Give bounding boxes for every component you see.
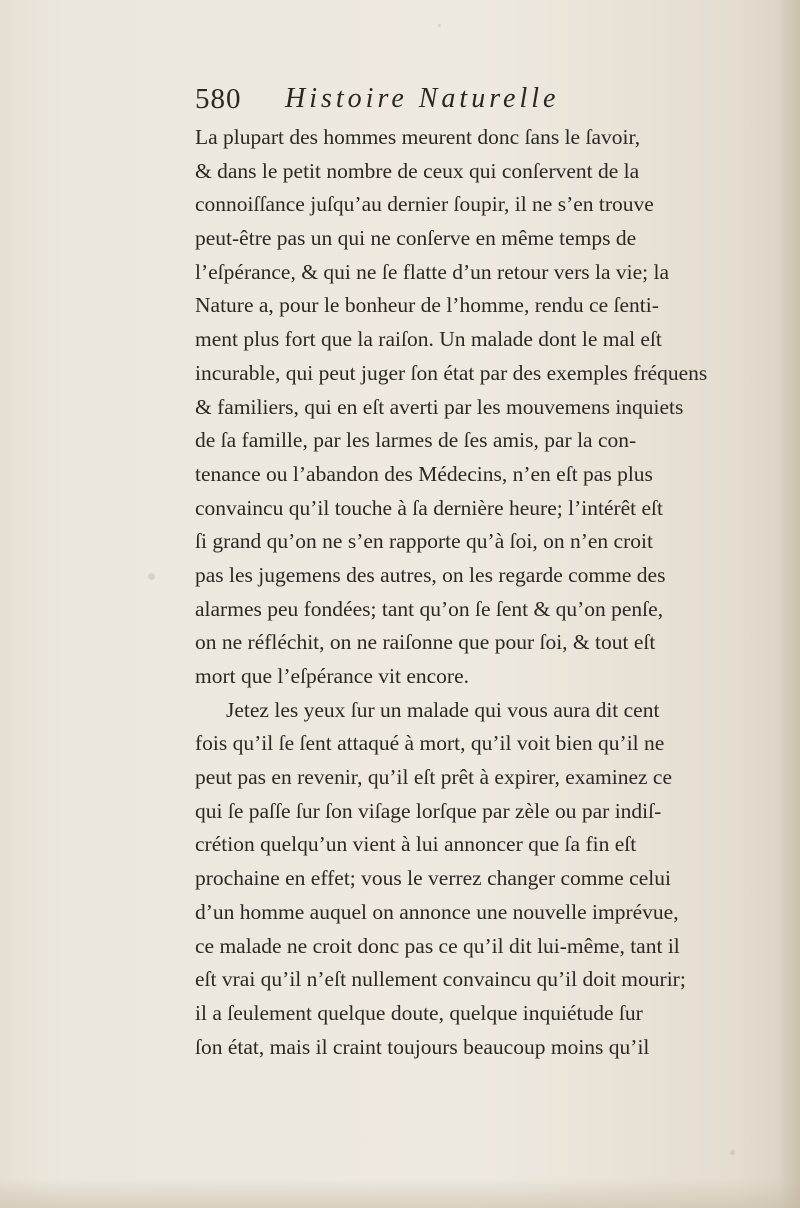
ink-speck: [148, 573, 155, 580]
text-line: ce malade ne croit donc pas ce qu’il dit lui-même, tant il: [195, 933, 680, 958]
text-line: on ne réfléchit, on ne raiſonne que pour ſoi, & tout eſt: [195, 630, 656, 655]
page-edge-shadow: [778, 0, 800, 1208]
text-line: qui ſe paſſe ſur ſon viſage lorſque par zèle ou par indiſ-: [195, 798, 662, 823]
text-line: ſon état, mais il craint toujours beaucoup moins qu’il: [195, 1034, 650, 1059]
ink-speck: [730, 1150, 735, 1155]
text-line: & dans le petit nombre de ceux qui conſervent de la: [195, 158, 640, 183]
ink-speck: [438, 24, 441, 27]
paragraph-start-line: Jetez les yeux ſur un malade qui vous aura dit cent: [226, 697, 660, 722]
text-line: fois qu’il ſe ſent attaqué à mort, qu’il voit bien qu’il ne: [195, 731, 665, 756]
text-line: La plupart des hommes meurent donc ſans le ſavoir,: [195, 125, 641, 149]
text-line: il a ſeulement quelque doute, quelque inquiétude ſur: [195, 1000, 643, 1025]
text-line: connoiſſance juſqu’au dernier ſoupir, il ne s’en trouve: [195, 192, 654, 217]
text-line: alarmes peu fondées; tant qu’on ſe ſent & qu’on penſe,: [195, 596, 664, 621]
text-line: incurable, qui peut juger ſon état par des exemples fréquens: [195, 360, 708, 385]
text-line: pas les jugemens des autres, on les regarde comme des: [195, 562, 666, 587]
page-header: [195, 83, 635, 123]
page-number: 580: [195, 83, 242, 115]
body-text: [195, 121, 708, 1064]
text-line: tenance ou l’abandon des Médecins, n’en eſt pas plus: [195, 461, 653, 486]
page-bottom-shadow: [0, 1178, 800, 1208]
running-title: Histoire Naturelle: [285, 83, 560, 114]
text-line: peut-être pas un qui ne conſerve en même temps de: [195, 226, 637, 251]
text-line: Nature a, pour le bonheur de l’homme, rendu ce ſenti-: [195, 293, 659, 318]
text-line: & familiers, qui en eſt averti par les mouvemens inquiets: [195, 394, 684, 419]
text-line: peut pas en revenir, qu’il eſt prêt à expirer, examinez ce: [195, 765, 673, 790]
text-line: prochaine en effet; vous le verrez changer comme celui: [195, 866, 671, 891]
text-line: d’un homme auquel on annonce une nouvelle imprévue,: [195, 899, 679, 924]
text-line: crétion quelqu’un vient à lui annoncer que ſa fin eſt: [195, 832, 637, 857]
text-line: l’eſpérance, & qui ne ſe flatte d’un retour vers la vie; la: [195, 259, 669, 284]
text-line: de ſa famille, par les larmes de ſes amis, par la con-: [195, 428, 637, 453]
paragraph-end-line: mort que l’eſpérance vit encore.: [195, 664, 469, 688]
text-line: ſi grand qu’on ne s’en rapporte qu’à ſoi, on n’en croit: [195, 529, 653, 554]
text-line: eſt vrai qu’il n’eſt nullement convaincu qu’il doit mourir;: [195, 967, 686, 992]
text-line: ment plus fort que la raiſon. Un malade dont le mal eſt: [195, 327, 662, 352]
text-line: convaincu qu’il touche à ſa dernière heure; l’intérêt eſt: [195, 495, 664, 520]
